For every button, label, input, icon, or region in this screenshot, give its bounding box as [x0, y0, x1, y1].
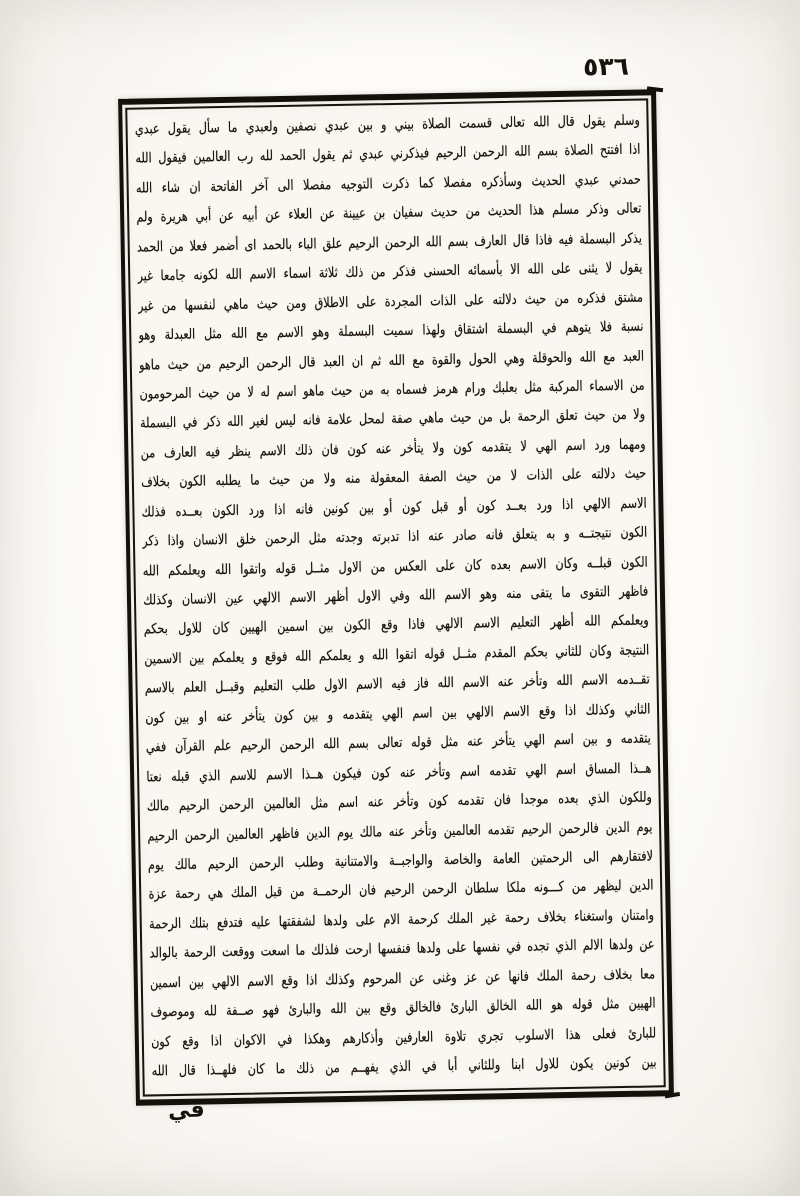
text-line: الكون نتيجتــه و به يتعلق فانه صادر عنه اذا تدبرته وجدته مثل الرحمن خلق الانسان واذا ذكر	[141, 524, 648, 550]
text-line: فاظهر التقوى ما يتقى منه وهو الاسم الله وفي الاول أظهر الاسم الالهي عين الانسان وكذلك	[142, 583, 649, 609]
text-line: معا بخلاف رحمة الملك فانها عن عز وغنى عن المرحوم وكذلك اذا وقع الاسم الالهي بين اسمين	[149, 966, 655, 992]
text-line: حيث دلالته على الذات لا من حيث الصفة المعقولة منه ولا من حيث ما يطلبه الكون بخلاف	[140, 465, 646, 491]
text-line: للبارئ فعلى هذا الاسلوب تجري تلاوة العارفين وأذكارهم وهكذا في الاكوان اذا وقع كون	[150, 1025, 656, 1050]
text-line: تعالى وذكر مسلم هذا الحديث من حديث سفيان بن عيينة عن العلاء عن أبيه عن أبي هريرة ولم	[136, 200, 642, 226]
text-line: يقول لا يثنى على الله الا بأسمائه الحسنى فذكر من ذلك ثلاثة اسماء الاسم الله لكونه جامعا غير	[137, 259, 643, 285]
text-line: ويعلمكم الله أظهر التعليم الاسم الالهي فاذا وقع الكون بين اسمين الهيين كان للاول بحكم	[143, 612, 649, 638]
body-text	[134, 107, 656, 1087]
page-number: ٥٣٦	[582, 51, 630, 82]
text-line: حمدني عبدي الحديث وسأذكره مفصلا كما ذكرت التوجيه مفصلا الى آخر الفاتحة ان شاء الله	[135, 171, 641, 197]
text-line: الهيين مثل قوله هو الله الخالق البارئ فالخالق وقع بين الله والبارئ فهو صــفة لله وموصوف	[150, 995, 656, 1021]
text-line: الاسم الالهي اذا ورد بعــد كون أو قبل كون أو بين كونين فانه اذا ورد الكون بعــده فذلك	[141, 495, 647, 521]
text-line: وامتنان واستغناء بخلاف رحمة غير الملك كرحمة الام على ولدها لشفقتها عليه فتدفع بتلك الرحمة	[148, 907, 654, 933]
text-line: يتقدمه و بين اسم الهي يتأخر عنه مثل قوله تعالى بسم الله الرحمن الرحيم علم القرآن ففي	[145, 730, 651, 756]
text-line: الكون قبلــه وكان الاسم بعده كان على العكس من الاول مثــل قوله واتقوا الله ويعلمكم الله	[142, 554, 648, 580]
text-line: نسبة فلا يتوهم في البسملة اشتقاق ولهذا سميت البسملة وهو الاسم مع الله مثل العبدلة وهو	[138, 318, 644, 344]
text-line: النتيجة وكان للثاني بحكم المقدم مثــل قوله اتقوا الله و يعلمكم الله فوقع و يعلمكم بين الاسمين	[143, 642, 650, 668]
text-line: العبد مع الله والحوقلة وهي الحول والقوة مع الله ثم ان العبد قال الرحمن الرحيم من حيث ماهو	[138, 348, 644, 374]
text-line: لافتقارهم الى الرحمتين العامة والخاصة والواجبــة والامتنانية وطلب الرحمن الرحيم مالك يوم	[147, 848, 653, 874]
text-line: هــذا المساق اسم الهي تقدمه اسم وتأخر عنه كون فيكون هــذا الاسم للاسم الذي قبله نعتا	[146, 760, 652, 786]
text-line: يوم الدين فالرحمن الرحيم تقدمه العالمين وتأخر عنه مالك يوم الدين فاظهر العالمين الرحمن الرحيم	[147, 818, 653, 844]
catchword: في	[167, 1097, 206, 1124]
text-frame-inner-rule	[125, 98, 666, 1096]
text-line: يذكر البسملة فيه فاذا قال العارف بسم الله الرحمن الرحيم علق الباء بالحمد اى أضمر فعلا من الحمد	[136, 230, 642, 256]
text-line: مشتق فذكره من حيث دلالته على الذات المجردة على الاطلاق ومن حيث ماهي لنفسها من غير	[137, 289, 643, 315]
text-line: بين كونين يكون للاول ابنا وللثاني أبا في الذي يفهــم من ذلك ما كان فلهــذا قال الله	[151, 1054, 657, 1080]
text-line: تقــدمه الاسم الله وتأخر عنه الاسم الله فاز فيه الاسم الاول طلب التعليم وقبــل العلم بالاسم	[144, 671, 650, 697]
text-line: الدين ليظهر من كـــونه ملكا سلطان الرحمن الرحيم فان الرحمــة من قبل الملك هي رحمة عزة	[148, 877, 654, 903]
text-line: عن ولدها الالم الذي تجده في نفسها على ولدها فنفسها ارحت فلذلك ما اسعت ووقعت الرحمة بالوالد	[149, 936, 655, 962]
text-line: ولا من حيث تعلق الرحمة بل من حيث ماهي صفة لمحل علامة فانه ليس لغير الله ذكر في البسملة	[139, 406, 645, 432]
text-line: اذا افتتح الصلاة بسم الله الرحمن الرحيم فيذكرني عبدي ثم يقول الحمد لله رب العالمين فيقول الله	[135, 142, 641, 168]
text-frame	[118, 89, 674, 1105]
text-line: ومهما ورد اسم الهي لا يتقدمه كون ولا يتأخر عنه كون فان ذلك الاسم ينظر فيه العارف من	[140, 436, 646, 462]
text-line: الثاني وكذلك اذا وقع الاسم الالهي بين اسم الهي يتقدمه و بين كون يتأخر عنه او بين كون	[144, 701, 651, 727]
text-line: من الاسماء المركبة مثل بعلبك ورام هرمز فسماه به من حيث ماهو اسم له لا من حيث المرحومون	[139, 377, 645, 403]
text-line: وسلم يقول قال الله تعالى قسمت الصلاة بيني و بين عبدي نصفين ولعبدي ما سأل يقول عبدي	[134, 112, 640, 138]
text-line: وللكون الذي بعده موجدا فان تقدمه كون وتأخر عنه اسم مثل العالمين الرحمن الرحيم مالك	[146, 789, 652, 815]
